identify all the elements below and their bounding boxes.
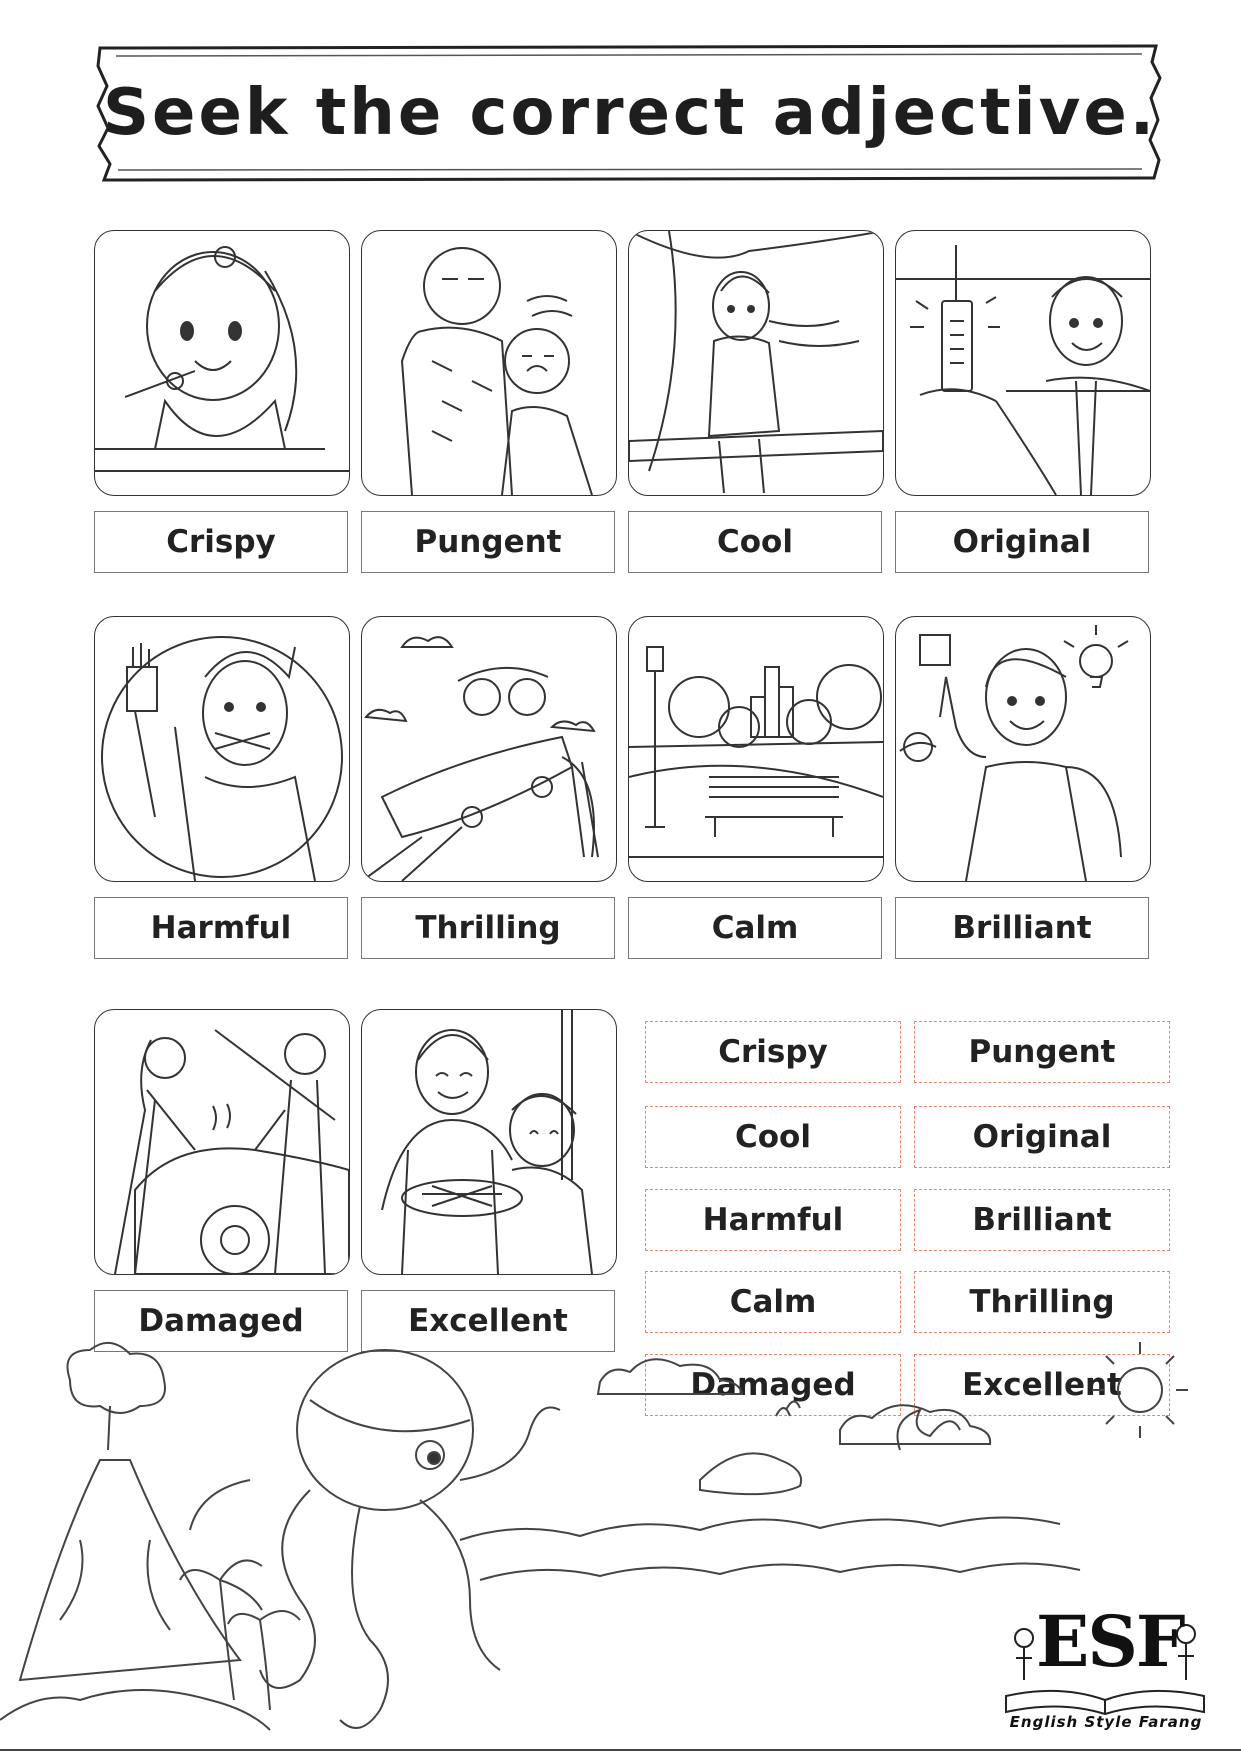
page-title: Seek the correct adjective. — [102, 76, 1158, 150]
broken-car-couple-icon — [95, 1010, 349, 1274]
card-label-crispy[interactable]: Crispy — [94, 511, 348, 573]
picture-card-7 — [628, 616, 884, 882]
word-chip-crispy[interactable]: Crispy — [645, 1021, 901, 1083]
boy-lightbulb-idea-icon — [896, 617, 1150, 881]
logo-letters: ESF — [1036, 1600, 1184, 1683]
man-cigarettes-taped-mouth-icon — [95, 617, 349, 881]
man-boy-pinching-nose-icon — [362, 231, 616, 495]
word-chip-pungent[interactable]: Pungent — [914, 1021, 1170, 1083]
picture-card-4 — [895, 230, 1151, 496]
card-label-damaged[interactable]: Damaged — [94, 1290, 348, 1352]
kids-rollercoaster-icon — [362, 617, 616, 881]
picture-card-8 — [895, 616, 1151, 882]
card-label-calm[interactable]: Calm — [628, 897, 882, 959]
picture-card-6 — [361, 616, 617, 882]
word-chip-harmful[interactable]: Harmful — [645, 1189, 901, 1251]
card-label-brilliant[interactable]: Brilliant — [895, 897, 1149, 959]
card-label-thrilling[interactable]: Thrilling — [361, 897, 615, 959]
picture-card-9 — [94, 1009, 350, 1275]
word-chip-calm[interactable]: Calm — [645, 1271, 901, 1333]
picture-card-10 — [361, 1009, 617, 1275]
picture-card-1 — [94, 230, 350, 496]
card-label-original[interactable]: Original — [895, 511, 1149, 573]
card-label-cool[interactable]: Cool — [628, 511, 882, 573]
card-label-excellent[interactable]: Excellent — [361, 1290, 615, 1352]
girl-windy-bench-icon — [629, 231, 883, 495]
word-chip-thrilling[interactable]: Thrilling — [914, 1271, 1170, 1333]
card-label-harmful[interactable]: Harmful — [94, 897, 348, 959]
esf-logo — [1000, 1600, 1210, 1750]
man-brick-phone-icon — [896, 231, 1150, 495]
girl-eating-icon — [95, 231, 349, 495]
picture-card-2 — [361, 230, 617, 496]
logo-tagline: English Style Farang — [1009, 1713, 1203, 1731]
octopus-icon — [190, 1350, 560, 1728]
whale-icon — [700, 1401, 960, 1494]
word-chip-original[interactable]: Original — [914, 1106, 1170, 1168]
title-banner — [96, 42, 1164, 184]
picture-card-5 — [94, 616, 350, 882]
word-chip-cool[interactable]: Cool — [645, 1106, 901, 1168]
picture-card-3 — [628, 230, 884, 496]
sun-icon — [1092, 1342, 1188, 1438]
grandma-girl-pie-icon — [362, 1010, 616, 1274]
word-chip-damaged[interactable]: Damaged — [645, 1354, 901, 1416]
card-label-pungent[interactable]: Pungent — [361, 511, 615, 573]
word-chip-excellent[interactable]: Excellent — [914, 1354, 1170, 1416]
word-chip-brilliant[interactable]: Brilliant — [914, 1189, 1170, 1251]
park-bench-lamp-icon — [629, 617, 883, 881]
